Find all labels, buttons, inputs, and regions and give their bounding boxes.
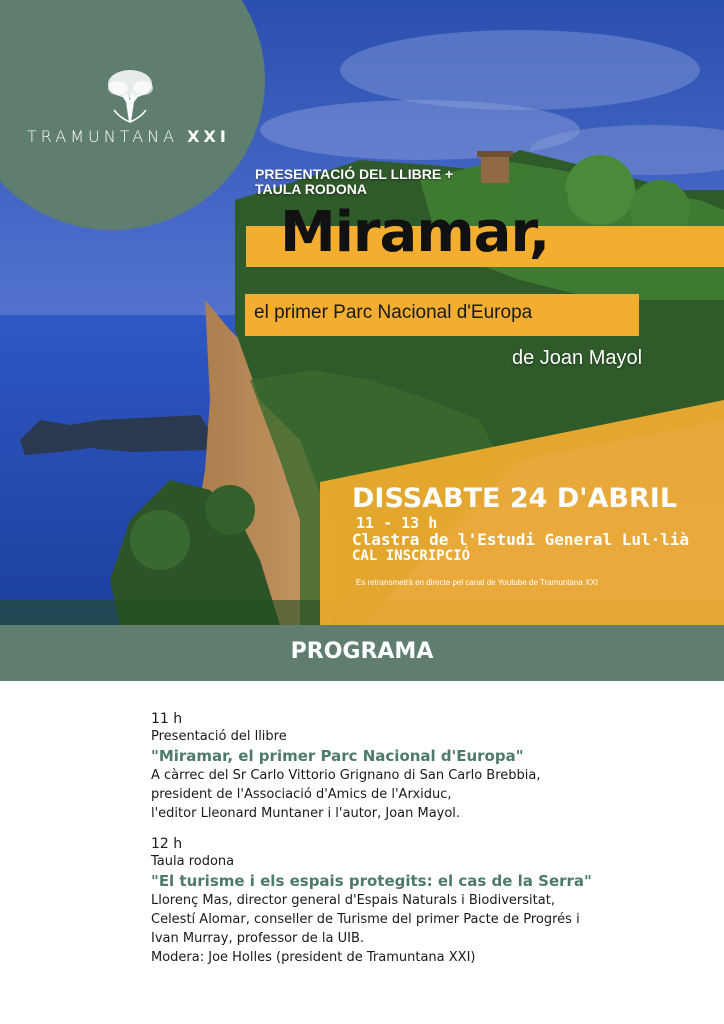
program-item — [151, 835, 671, 967]
program-label: Presentació del llibre — [151, 729, 287, 744]
program-item — [151, 710, 671, 823]
program-desc-line: A càrrec del Sr Carlo Vittorio Grignano di San Carlo Brebbia, — [151, 768, 541, 783]
program-quote: "Miramar, el primer Parc Nacional d'Europa" — [151, 747, 524, 765]
event-time: 11 - 13 h — [356, 514, 438, 532]
stream-notice: Es retransmetrà en directe pel canal de Youtube de Tramuntana XXI — [356, 578, 598, 587]
program-time: 12 h — [151, 836, 183, 852]
program-desc-line: Modera: Joe Holles (president de Tramuntana XXI) — [151, 950, 476, 965]
event-date: DISSABTE 24 D'ABRIL — [352, 483, 678, 514]
program-label: Taula rodona — [151, 854, 235, 869]
program-desc-line: Llorenç Mas, director general d'Espais Naturals i Biodiversitat, — [151, 893, 555, 908]
brand-name-bold: XXI — [187, 127, 230, 146]
program-list — [151, 710, 671, 979]
subtitle: el primer Parc Nacional d'Europa — [254, 302, 533, 323]
pre-title-line-2: TAULA RODONA — [255, 181, 367, 197]
program-desc-line: president de l'Associació d'Amics de l'Arxiduc, — [151, 787, 452, 802]
program-desc-line: Ivan Murray, professor de la UIB. — [151, 931, 365, 946]
program-time: 11 h — [151, 711, 183, 727]
event-place: Clastra de l'Estudi General Lul·lià — [352, 530, 690, 549]
program-heading: PROGRAMA — [290, 639, 434, 664]
brand-name-light: TRAMUNTANA — [27, 127, 179, 146]
page-title: Miramar, — [280, 200, 550, 265]
program-quote: "El turisme i els espais protegits: el cas de la Serra" — [151, 872, 592, 890]
author: de Joan Mayol — [512, 347, 643, 369]
registration-required: CAL INSCRIPCIÓ — [352, 548, 471, 564]
program-desc-line: Celestí Alomar, conseller de Turisme del primer Pacte de Progrés i — [151, 912, 580, 927]
pre-title-line-1: PRESENTACIÓ DEL LLIBRE + — [255, 166, 454, 182]
program-desc-line: l'editor Lleonard Muntaner i l'autor, Joan Mayol. — [151, 806, 461, 821]
